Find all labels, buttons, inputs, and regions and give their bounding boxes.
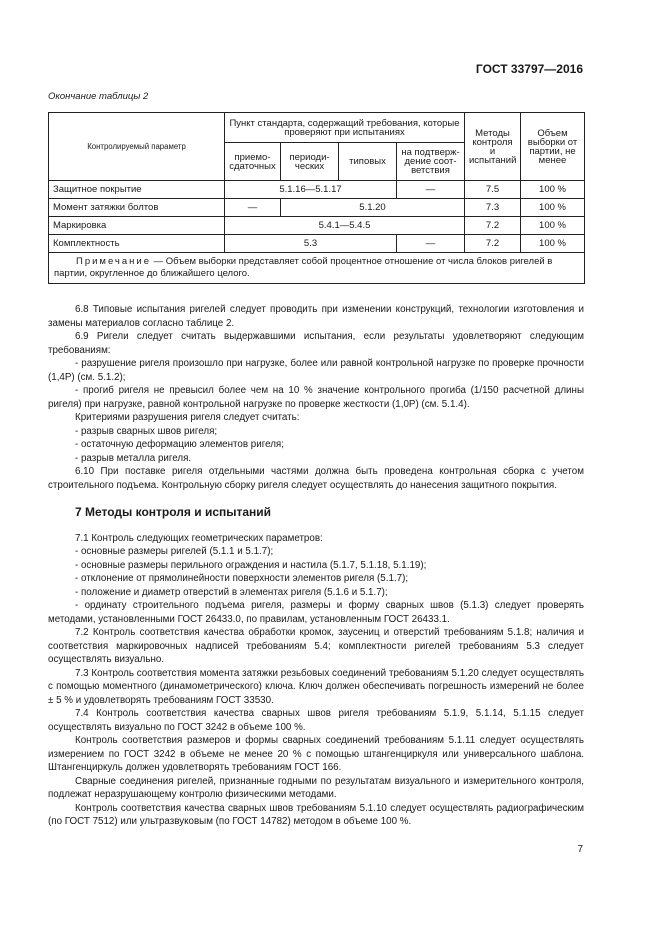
row-ref: 5.1.20 bbox=[281, 199, 465, 217]
list-item: - отклонение от прямолинейности поверхности элементов ригеля (5.1.7); bbox=[75, 573, 409, 584]
row-param: Маркировка bbox=[49, 217, 225, 235]
paragraph: Сварные соединения ригелей, признанные годными по результатам визуального и измерительного контроля, подлежат неразрушающему контролю физическими методами. bbox=[48, 775, 584, 800]
row-param: Момент затяжки болтов bbox=[49, 199, 225, 217]
table-note-row bbox=[49, 253, 585, 284]
list-item: - положение и диаметр отверстий в элементах ригеля (5.1.6 и 5.1.7); bbox=[75, 586, 388, 598]
table-row bbox=[49, 235, 585, 253]
row-conformity: — bbox=[397, 235, 465, 253]
row-sample: 100 % bbox=[521, 217, 585, 235]
paragraph: 6.10 При поставке ригеля отдельными частями должна быть проведена контрольная сборка с учетом строительного подъема. Контрольную сборку ригеля следует осуществлять до нанесения защитного покрытия. bbox=[48, 466, 584, 491]
header-sample: Объем выборки от партии, не менее bbox=[521, 113, 585, 181]
paragraph: 7.4 Контроль соответствия качества сварных швов ригеля требованиям 5.1.9, 5.1.14, 5.1.15 следует осуществлять визуально по ГОСТ 3242 в объеме 100 %. bbox=[48, 708, 584, 733]
row-methods: 7.2 bbox=[465, 235, 521, 253]
row-sample: 100 % bbox=[521, 235, 585, 253]
row-ref: 5.1.16—5.1.17 bbox=[225, 181, 397, 199]
table-row bbox=[49, 217, 585, 235]
row-param: Защитное покрытие bbox=[49, 181, 225, 199]
header-conformity: на подтверж-дение соот-ветствия bbox=[397, 143, 465, 181]
table-row bbox=[49, 199, 585, 217]
page-number: 7 bbox=[577, 844, 583, 855]
table-header-row bbox=[49, 113, 585, 143]
header-periodic: периоди-ческих bbox=[281, 143, 339, 181]
list-item: - разрушение ригеля произошло при нагрузке, более или равной контрольной нагрузке по проверке прочности (1,4P) (см. 5.1.2); bbox=[48, 358, 584, 383]
list-item: - основные размеры перильного ограждения и настила (5.1.7, 5.1.18, 5.1.19); bbox=[75, 559, 427, 571]
table-caption: Окончание таблицы 2 bbox=[48, 91, 149, 102]
paragraph: 7.3 Контроль соответствия момента затяжки резьбовых соединений требованиям 5.1.20 следует осуществлять с помощью моментного (динамометрического) ключа. Ключ должен обеспечивать погрешность измерений не более ± 5 % и удовлетворять требованиям ГОСТ 33530. bbox=[48, 667, 584, 706]
row-param: Комплектность bbox=[49, 235, 225, 253]
header-methods: Методы контроля и испытаний bbox=[465, 113, 521, 181]
row-methods: 7.5 bbox=[465, 181, 521, 199]
list-item: - ординату строительного подъема ригеля, размеры и форму сварных швов (5.1.3) следует проверять методами, установленными ГОСТ 26433.0, по правилам, установленным ГОСТ 26433.1. bbox=[48, 600, 584, 625]
paragraph: 7.1 Контроль следующих геометрических параметров: bbox=[75, 532, 323, 544]
table-note bbox=[49, 253, 585, 284]
requirements-table bbox=[48, 112, 585, 284]
list-item: - прогиб ригеля не превысил более чем на 10 % значение контрольного прогиба (1/150 расчетной длины ригеля) при нагрузке, равной контрольной нагрузке по проверке жесткости (1,0P) (см. 5.1.4). bbox=[48, 385, 584, 410]
row-ref: 5.3 bbox=[225, 235, 397, 253]
list-item: - основные размеры ригелей (5.1.1 и 5.1.7); bbox=[75, 546, 274, 557]
header-param: Контролируемый параметр bbox=[49, 113, 225, 181]
header-type: типовых bbox=[339, 143, 397, 181]
paragraph: 6.8 Типовые испытания ригелей следует проводить при изменении конструкций, технологии изготовления и замены материалов согласно таблице 2. bbox=[48, 304, 584, 329]
paragraph: 7.2 Контроль соответствия качества обработки кромок, заусениц и отверстий требованиям 5.1.8; наличия и соответствия маркировочных надписей требованиям 5.4; комплектности ригелей требованиям 5.3 следует осуществлять визуально. bbox=[48, 627, 584, 665]
paragraph: Контроль соответствия размеров и формы сварных соединений требованиям 5.1.11 следует осуществлять измерением по ГОСТ 3242 в объеме не менее 20 % с помощью штангенциркуля или универсального шаблона. Штангенциркуль должен удовлетворять требованиям ГОСТ 166. bbox=[48, 735, 584, 773]
note-text: — Объем выборки представляет собой процентное отношение от числа блоков ригелей в партии, округленное до ближайшего целого. bbox=[54, 256, 553, 279]
row-sample: 100 % bbox=[521, 199, 585, 217]
paragraph: Критериями разрушения ригеля следует считать: bbox=[75, 412, 300, 423]
row-acceptance: — bbox=[225, 199, 281, 217]
standard-code-header: ГОСТ 33797—2016 bbox=[475, 62, 583, 76]
list-item: - разрыв сварных швов ригеля; bbox=[75, 425, 218, 437]
header-acceptance: приемо-сдаточных bbox=[225, 143, 281, 181]
list-item: - разрыв металла ригеля. bbox=[75, 452, 192, 464]
row-conformity: — bbox=[397, 181, 465, 199]
row-sample: 100 % bbox=[521, 181, 585, 199]
row-methods: 7.2 bbox=[465, 217, 521, 235]
row-ref: 5.4.1—5.4.5 bbox=[225, 217, 465, 235]
paragraph: 6.9 Ригели следует считать выдержавшими испытания, если результаты удовлетворяют следующим требованиям: bbox=[48, 331, 584, 356]
section-heading: 7 Методы контроля и испытаний bbox=[75, 505, 272, 519]
note-label: Примечание bbox=[76, 256, 151, 267]
row-methods: 7.3 bbox=[465, 199, 521, 217]
table-row bbox=[49, 181, 585, 199]
header-standard-clause: Пункт стандарта, содержащий требования, которые проверяют при испытаниях bbox=[225, 113, 465, 143]
list-item: - остаточную деформацию элементов ригеля; bbox=[75, 439, 284, 450]
body-text bbox=[48, 303, 584, 829]
paragraph: Контроль соответствия качества сварных швов требованиям 5.1.10 следует осуществлять радиографическим (по ГОСТ 7512) или ультразвуковым (по ГОСТ 14782) методом в объеме 100 %. bbox=[48, 802, 584, 827]
